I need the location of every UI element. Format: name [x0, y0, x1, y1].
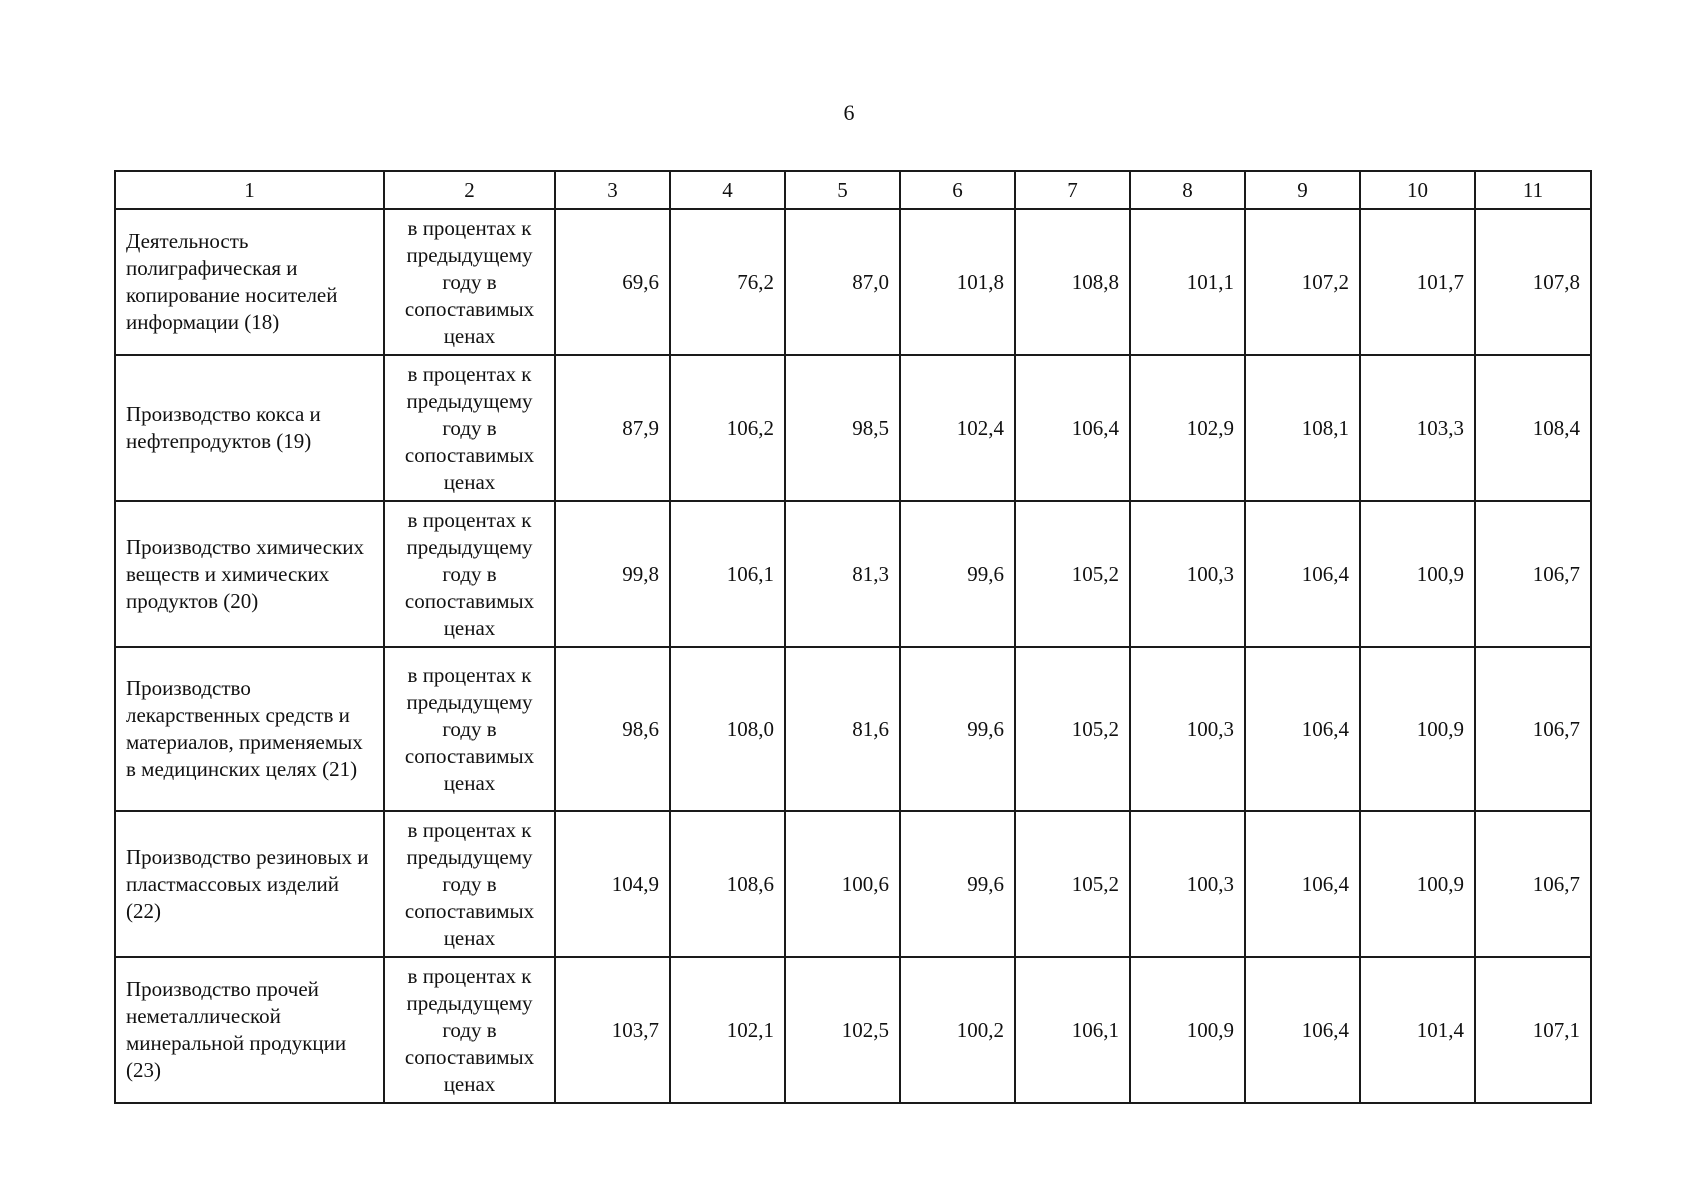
value-cell: 98,6 — [555, 647, 670, 811]
page-number: 6 — [843, 100, 855, 125]
value-cell: 102,9 — [1130, 355, 1245, 501]
value-cell: 99,6 — [900, 501, 1015, 647]
value-cell: 105,2 — [1015, 647, 1130, 811]
column-header: 5 — [785, 171, 900, 209]
column-header: 6 — [900, 171, 1015, 209]
value-cell: 104,9 — [555, 811, 670, 957]
value-cell: 107,8 — [1475, 209, 1591, 355]
value-cell: 100,9 — [1360, 647, 1475, 811]
value-cell: 81,6 — [785, 647, 900, 811]
value-cell: 108,0 — [670, 647, 785, 811]
value-cell: 100,2 — [900, 957, 1015, 1103]
column-header: 4 — [670, 171, 785, 209]
row-name: Производство прочей неметаллической минеральной продукции (23) — [115, 957, 384, 1103]
value-cell: 103,7 — [555, 957, 670, 1103]
value-cell: 107,1 — [1475, 957, 1591, 1103]
value-cell: 101,8 — [900, 209, 1015, 355]
table-row — [115, 501, 1591, 647]
row-unit: в процентах к предыдущему году в сопоставимых ценах — [384, 501, 555, 647]
value-cell: 106,4 — [1245, 957, 1360, 1103]
row-name: Производство лекарственных средств и материалов, применяемых в медицинских целях (21) — [115, 647, 384, 811]
row-unit: в процентах к предыдущему году в сопоставимых ценах — [384, 355, 555, 501]
column-header: 10 — [1360, 171, 1475, 209]
row-name: Производство резиновых и пластмассовых изделий (22) — [115, 811, 384, 957]
table-row — [115, 647, 1591, 811]
value-cell: 105,2 — [1015, 811, 1130, 957]
column-header: 9 — [1245, 171, 1360, 209]
value-cell: 102,4 — [900, 355, 1015, 501]
value-cell: 106,1 — [670, 501, 785, 647]
row-name: Деятельность полиграфическая и копирование носителей информации (18) — [115, 209, 384, 355]
column-header: 1 — [115, 171, 384, 209]
column-header: 8 — [1130, 171, 1245, 209]
value-cell: 106,2 — [670, 355, 785, 501]
row-name: Производство кокса и нефтепродуктов (19) — [115, 355, 384, 501]
value-cell: 108,8 — [1015, 209, 1130, 355]
value-cell: 106,7 — [1475, 501, 1591, 647]
header-row — [115, 171, 1591, 209]
value-cell: 105,2 — [1015, 501, 1130, 647]
value-cell: 100,9 — [1360, 501, 1475, 647]
value-cell: 106,4 — [1245, 811, 1360, 957]
value-cell: 108,6 — [670, 811, 785, 957]
value-cell: 102,1 — [670, 957, 785, 1103]
value-cell: 100,6 — [785, 811, 900, 957]
value-cell: 106,4 — [1245, 647, 1360, 811]
value-cell: 100,9 — [1360, 811, 1475, 957]
table-row — [115, 355, 1591, 501]
column-header: 3 — [555, 171, 670, 209]
value-cell: 100,3 — [1130, 501, 1245, 647]
value-cell: 76,2 — [670, 209, 785, 355]
value-cell: 106,1 — [1015, 957, 1130, 1103]
value-cell: 103,3 — [1360, 355, 1475, 501]
row-unit: в процентах к предыдущему году в сопоставимых ценах — [384, 647, 555, 811]
table-row — [115, 811, 1591, 957]
column-header: 2 — [384, 171, 555, 209]
value-cell: 99,6 — [900, 647, 1015, 811]
value-cell: 101,7 — [1360, 209, 1475, 355]
value-cell: 69,6 — [555, 209, 670, 355]
value-cell: 81,3 — [785, 501, 900, 647]
value-cell: 106,4 — [1015, 355, 1130, 501]
value-cell: 102,5 — [785, 957, 900, 1103]
data-table — [114, 170, 1592, 1104]
value-cell: 106,7 — [1475, 811, 1591, 957]
value-cell: 99,6 — [900, 811, 1015, 957]
value-cell: 100,3 — [1130, 647, 1245, 811]
row-unit: в процентах к предыдущему году в сопоставимых ценах — [384, 957, 555, 1103]
row-unit: в процентах к предыдущему году в сопоставимых ценах — [384, 209, 555, 355]
value-cell: 106,7 — [1475, 647, 1591, 811]
value-cell: 108,1 — [1245, 355, 1360, 501]
table-row — [115, 209, 1591, 355]
value-cell: 100,9 — [1130, 957, 1245, 1103]
value-cell: 106,4 — [1245, 501, 1360, 647]
value-cell: 101,4 — [1360, 957, 1475, 1103]
table-row — [115, 957, 1591, 1103]
row-name: Производство химических веществ и химических продуктов (20) — [115, 501, 384, 647]
value-cell: 87,0 — [785, 209, 900, 355]
value-cell: 108,4 — [1475, 355, 1591, 501]
value-cell: 100,3 — [1130, 811, 1245, 957]
column-header: 7 — [1015, 171, 1130, 209]
value-cell: 101,1 — [1130, 209, 1245, 355]
row-unit: в процентах к предыдущему году в сопоставимых ценах — [384, 811, 555, 957]
value-cell: 98,5 — [785, 355, 900, 501]
value-cell: 99,8 — [555, 501, 670, 647]
value-cell: 107,2 — [1245, 209, 1360, 355]
value-cell: 87,9 — [555, 355, 670, 501]
column-header: 11 — [1475, 171, 1591, 209]
